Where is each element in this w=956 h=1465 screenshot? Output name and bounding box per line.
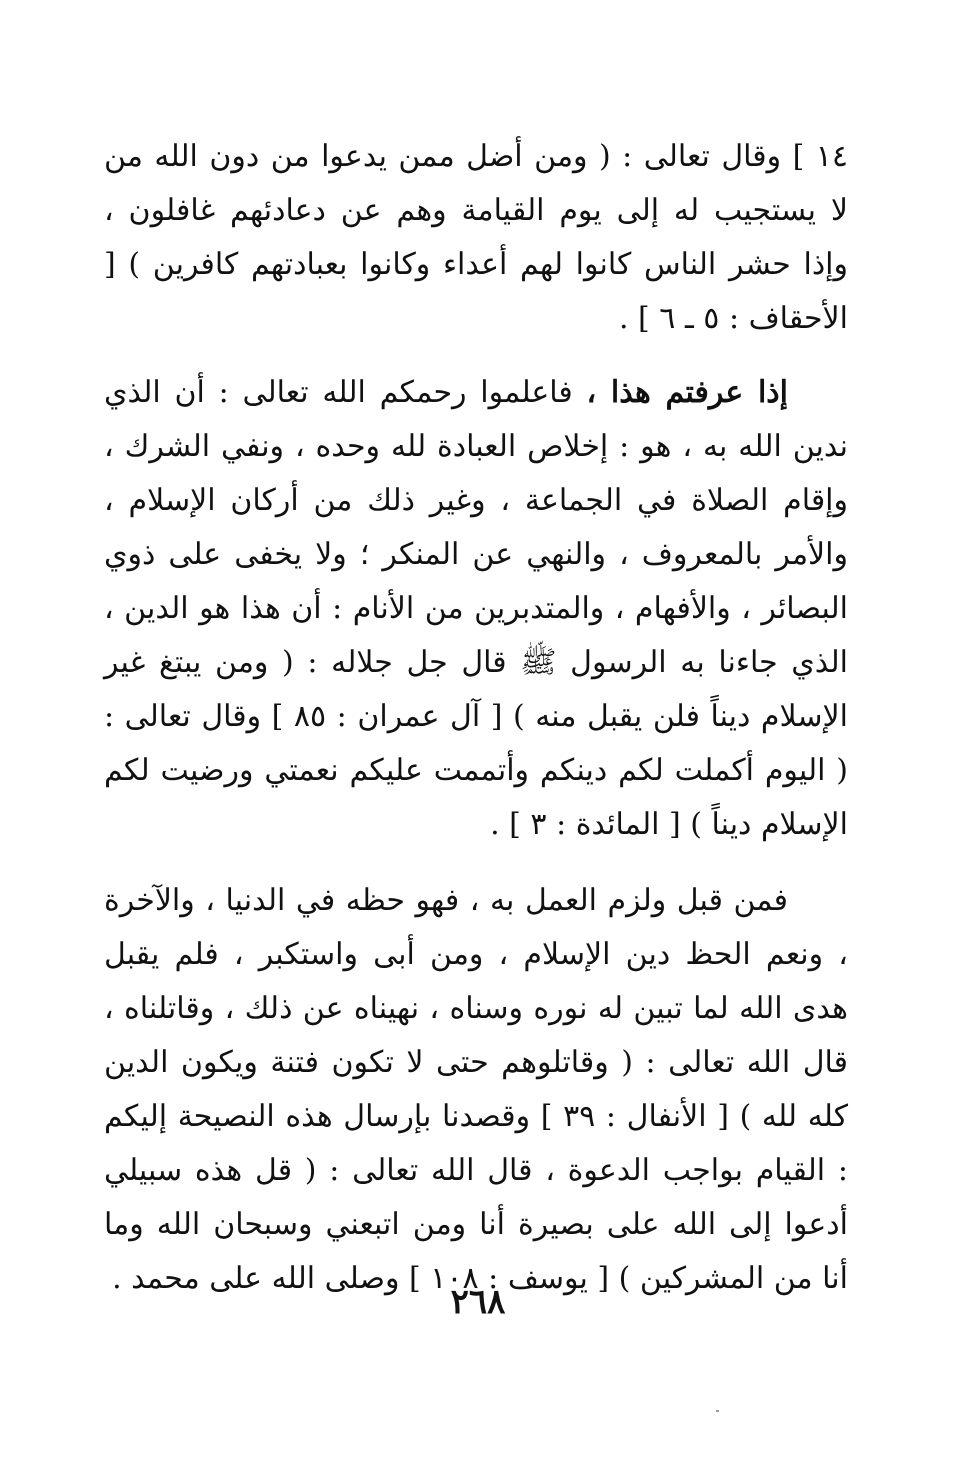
paragraph-2-text: فاعلموا رحمكم الله تعالى : أن الذي ندين الله به ، هو : إخلاص العبادة لله وحده ، ونفي الشرك ، وإقام الصلاة في الجماعة ، وغير ذلك من أركان الإسلام ، والأمر بالمعروف ، والنهي عن المنكر ؛ ولا يخفى على ذوي البصائر ، والأفهام ، والمتدبرين من الأنام : أن هذا هو الدين ، الذي جاءنا به الرسول ﷺ قال جل جلاله : ( ومن يبتغ غير الإسلام ديناً فلن يقبل منه ) [ آل عمران : ٨٥ ] وقال تعالى : ( اليوم أكملت لكم دينكم وأتممت عليكم نعمتي ورضيت لكم الإسلام ديناً ) [ المائدة : ٣ ] . — [104, 375, 848, 842]
paragraph-3 — [104, 874, 848, 1306]
paragraph-2 — [104, 366, 848, 852]
paragraph-2-lead: إذا عرفتم هذا ، — [586, 375, 788, 410]
paragraph-3-text: فمن قبل ولزم العمل به ، فهو حظه في الدنيا ، والآخرة ، ونعم الحظ دين الإسلام ، ومن أبى واستكبر ، فلم يقبل هدى الله لما تبين له نوره وسناه ، نهيناه عن ذلك ، وقاتلناه ، قال الله تعالى : ( وقاتلوهم حتى لا تكون فتنة ويكون الدين كله لله ) [ الأنفال : ٣٩ ] وقصدنا بإرسال هذه النصيحة إليكم : القيام بواجب الدعوة ، قال الله تعالى : ( قل هذه سبيلي أدعوا إلى الله على بصيرة أنا ومن اتبعني وسبحان الله وما أنا من المشركين ) [ يوسف : ١٠٨ ] وصلى الله على محمد . — [104, 883, 848, 1296]
paragraph-1-text: ١٤ ] وقال تعالى : ( ومن أضل ممن يدعوا من دون الله من لا يستجيب له إلى يوم القيامة وهم عن دعادئهم غافلون ، وإذا حشر الناس كانوا لهم أعداء وكانوا بعبادتهم كافرين ) [ الأحقاف : ٥ ـ ٦ ] . — [104, 139, 848, 336]
page-number: ٢٦٨ — [450, 1282, 506, 1322]
scan-speck — [716, 1410, 719, 1412]
paragraph-1 — [104, 130, 848, 346]
